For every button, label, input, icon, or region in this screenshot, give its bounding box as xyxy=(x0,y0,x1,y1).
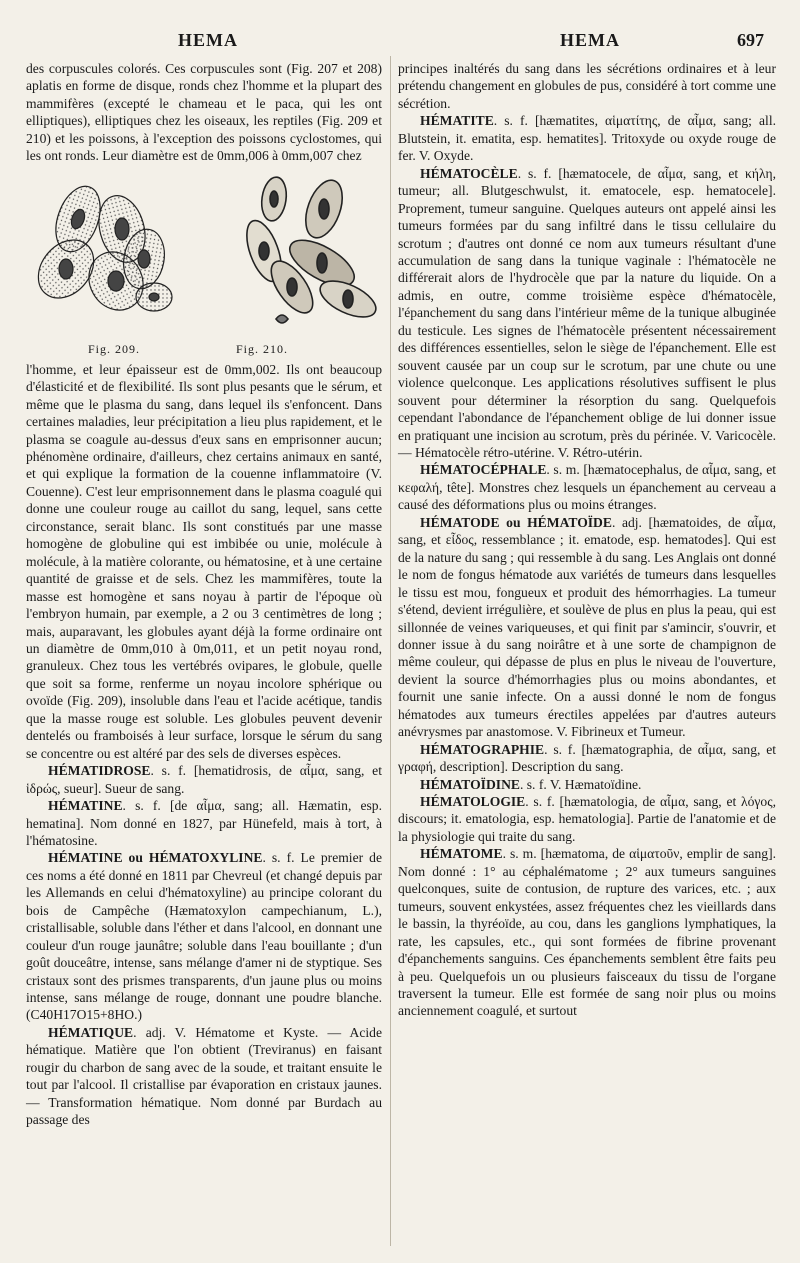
entry-hematographie xyxy=(398,741,776,776)
entry-text: . s. f. Le premier de ces noms a été donné en 1811 par Chevreul (et changé depuis par les Allemands en celui d'hématoxyline) au principe colorant du bois de Campêche (Hæmatoxylon campechianum, L.), cristallisable, soluble dans l'éther et dans l'alcool, en donnant une couleur d'un rouge jaunâtre; soluble dans l'eau bouillante ; d'un goût douceâtre, intense, sans mélange d'amer ni de styptique. Ses cristaux sont des prismes transparents, d'un jaune plus ou moins intense, sans mélange de rouge, donnant une poudre blanche. (C40H17O15+8HO.) xyxy=(26,850,382,1023)
figure-210-caption: Fig. 210. xyxy=(236,341,289,356)
headword: HÉMATINE ou HÉMATOXYLINE xyxy=(48,850,263,866)
entry-hematoxyline xyxy=(26,849,382,1024)
entry-hematidrose xyxy=(26,762,382,797)
entry-text: . adj. V. Hématome et Kyste. — Acide hématique. Matière que l'on obtient (Treviranus) en faisant rougir du charbon de sang avec de la soude, et traitant ensuite le tout par l'alcool. Il cristallise par évaporation en cristaux jaunes. — Transformation hématique. Nom donné par Burdach au passage des xyxy=(26,1024,382,1128)
entry-hematologie xyxy=(398,793,776,845)
entry-hematome xyxy=(398,845,776,1020)
left-column xyxy=(26,60,382,1129)
entry-text: . s. f. [hæmatologia, de αἷμα, sang, et λόγος, discours; it. ematologia, esp. hematologia]. Partie de l'anatomie et de la physiologie qui traite du sang. xyxy=(398,794,776,844)
right-column xyxy=(398,60,776,1020)
entry-text: . s. f. [de αἷμα, sang; all. Hæmatin, esp. hematina]. Nom donné en 1827, par Hünefeld, mais à tort, à l'hématosine. xyxy=(26,798,382,848)
entry-text: . adj. [hæmatoides, de αἷμα, sang, et εἶδος, ressemblance ; it. ematode, esp. hematodes]. Qui est de la nature du sang ; qui ressemble à du sang. Les Anglais ont donné le nom de fongus hématode aux variétés de tumeurs dans lesquelles le tissu est mou, fongueux et produit des hémorrhagies. La tumeur s'étend, devient irrégulière, et soulève de plus en plus la peau, qui est sillonnée de veines variqueuses, et qui finit par s'amincir, s'ouvrir, et donner issue à du sang noirâtre et à une sorte de champignon de même couleur, qui dépasse de plus en plus le niveau de l'ouverture, devient la source d'hémorrhagies plus ou moins abondantes, et fournit une sanie infecte. On a aussi donné le nom de fongus hématodes aux tumeurs érectiles appelées par d'autres auteurs anévrysmes par anastomose. V. Fibrineux et Tumeur. xyxy=(398,514,776,740)
entry-hematocele xyxy=(398,165,776,462)
headword: HÉMATOÏDINE xyxy=(420,776,520,792)
entry-text: . s. f. [hæmatites, αἱματίτης, de αἷμα, sang; all. Blutstein, it. ematita, esp. hematites]. Tritoxyde ou oxyde rouge de fer. V. Oxyde. xyxy=(398,113,776,164)
entry-hematique xyxy=(26,1024,382,1129)
entry-hematocephale xyxy=(398,461,776,513)
fig-209-cells xyxy=(27,180,172,320)
headword: HÉMATOCÈLE xyxy=(420,165,518,181)
headword: HÉMATODE ou HÉMATOÏDE xyxy=(420,514,612,530)
paragraph-continued: des corpuscules colorés. Ces corpuscules sont (Fig. 207 et 208) aplatis en forme de disque, ronds chez l'homme et la plupart des mammifères (excepté le chameau et le paca, qui les ont elliptiques), elliptiques chez les oiseaux, les reptiles (Fig. 209 et 210) et les poissons, à l'exception des poissons cyclostomes, qui les ont ronds. Leur diamètre est de 0mm,006 à 0mm,007 chez xyxy=(26,61,382,164)
entry-text: . s. f. [hæmatocele, de αἷμα, sang, et κήλη, tumeur; all. Blutgeschwulst, it. ematocele, esp. hematocele]. Proprement, tumeur sanguine. Quelques auteurs ont appelé ainsi les tumeurs formées par du sang infiltré dans le tissu cellulaire du scrotum ; d'autres ont donné ce nom aux tumeurs résultant d'une accumulation de sang dans la tunique vaginale : l'hématocèle ne différerait alors de l'hydrocèle que par la nature du liquide. On a admis, en outre, comme troisième espèce d'hématocèle, l'épanchement du sang dans l'intérieur même de la tunique albuginée du testicule. Les signes de l'hématocèle présentent nécessairement des différences essentielles, selon le siège de l'épanchement. Elle est souvent causée par un coup sur le scrotum, par une chute ou une violence quelconque. Les applications résolutives suffisent le plus souvent pour déterminer la résorption du sang. Quelquefois cependant l'abondance de l'épanchement oblige de lui donner issue en pratiquant une incision au scrotum, près du périnée. V. Varicocèle. — Hématocèle rétro-utérine. V. Rétro-utérin. xyxy=(398,165,776,460)
paragraph-body: l'homme, et leur épaisseur est de 0mm,002. Ils ont beaucoup d'élasticité et de flexibilité. Ils sont plus pesants que le sérum, et même que le plasma du sang, dans lequel ils s'enfoncent. Dans certaines maladies, leur précipitation a lieu plus rapidement, et le plasma se coagule au-dessus d'eux sans en emprisonner aucun; phénomène ordinaire, d'ailleurs, chez certains animaux en santé, et qui explique la formation de la couenne inflammatoire (V. Couenne). C'est leur emprisonnement dans le plasma coagulé qui donne une couleur rouge au caillot du sang, lequel, sans cette circonstance, serait blanc. Ils sont constitués par une masse homogène de globuline qui est imbibée ou unie, molécule à molécule, à la matière colorante, ou hématosine, et à une certaine quantité de graisse et de sels. Chez les mammifères, toute la masse est homogène et sans noyau à partir de l'époque où l'embryon humain, par exemple, a 2 ou 3 centimètres de long ; mais, auparavant, les globules ayant déjà la forme ordinaire ont un diamètre de 0mm,010 à 0m,011, et un petit noyau rond, granuleux. Chez tous les vertébrés ovipares, le globule, quelle que soit sa forme, renferme un noyau incolore sphérique ou ovoïde (Fig. 209), insoluble dans l'eau et l'acide acétique, tandis que la masse rouge est soluble. Les globules peuvent devenir dentelés ou framboisés à leur surface, lorsque le sérum du sang se concentre ou est altéré par des sels de diverses espèces. xyxy=(26,361,382,761)
entry-hematite xyxy=(398,112,776,164)
headword: HÉMATOME xyxy=(420,846,503,862)
headword: HÉMATITE xyxy=(420,113,494,129)
paragraph-continued: principes inaltérés du sang dans les sécrétions ordinaires et à leur prétendu changement en globules de pus, considéré à tort comme une sécrétion. xyxy=(398,61,776,111)
headword: HÉMATINE xyxy=(48,798,123,814)
column-divider xyxy=(390,56,391,1246)
page-number: 697 xyxy=(737,30,764,50)
entry-hematine xyxy=(26,797,382,849)
fig-210-cells xyxy=(240,175,381,324)
headword: HÉMATIDROSE xyxy=(48,763,151,779)
entry-text: . s. m. [hæmatoma, de αἱματοῦν, emplir de sang]. Nom donné : 1° au céphalématome ; 2° aux tumeurs sanguines quelconques, suite de contusion, de rupture des varices, etc. ; aux tumeurs, souvent enkystées, assez fréquentes chez les vieillards dans le bassin, la thyréoïde, au cou, dans les ganglions lymphatiques, la rate, les capsules, etc., qui sont formées de fibrine provenant d'épanchements sanguins. Ces épanchements semblent être faits peu à peu. Quelquefois un ou plusieurs faisceaux du tissu de l'organe traversent la tumeur. Elle est formée de sang noir plus ou moins anciennement coagulé, et surtout xyxy=(398,846,776,1019)
entry-text: . s. f. [hæmatographia, de αἷμα, sang, et γραφή, description]. Description du sang. xyxy=(398,741,776,775)
entry-text: . s. f. V. Hæmatoïdine. xyxy=(519,776,642,792)
header-left-word: HEMA xyxy=(178,30,238,50)
entry-hematoidine xyxy=(398,776,776,793)
headword: HÉMATIQUE xyxy=(48,1024,134,1040)
figure-209-caption: Fig. 209. xyxy=(88,341,141,356)
figures-209-210 xyxy=(26,169,382,361)
headword: HÉMATOLOGIE xyxy=(420,794,526,810)
headword: HÉMATOCÉPHALE xyxy=(420,462,547,478)
entry-text: . s. m. [hæmatocephalus, de αἷμα, sang, et κεφαλή, tête]. Monstres chez lesquels un épanchement au cerveau a causé des déformations plus ou moins étranges. xyxy=(398,462,776,513)
entry-text: . s. f. [hematidrosis, de αἷμα, sang, et ἱδρώς, sueur]. Sueur de sang. xyxy=(26,763,382,796)
blood-corpuscles-illustration xyxy=(26,169,382,339)
header-right-word: HEMA xyxy=(560,30,620,50)
headword: HÉMATOGRAPHIE xyxy=(420,741,545,757)
entry-hematode xyxy=(398,514,776,741)
running-header xyxy=(0,30,800,52)
